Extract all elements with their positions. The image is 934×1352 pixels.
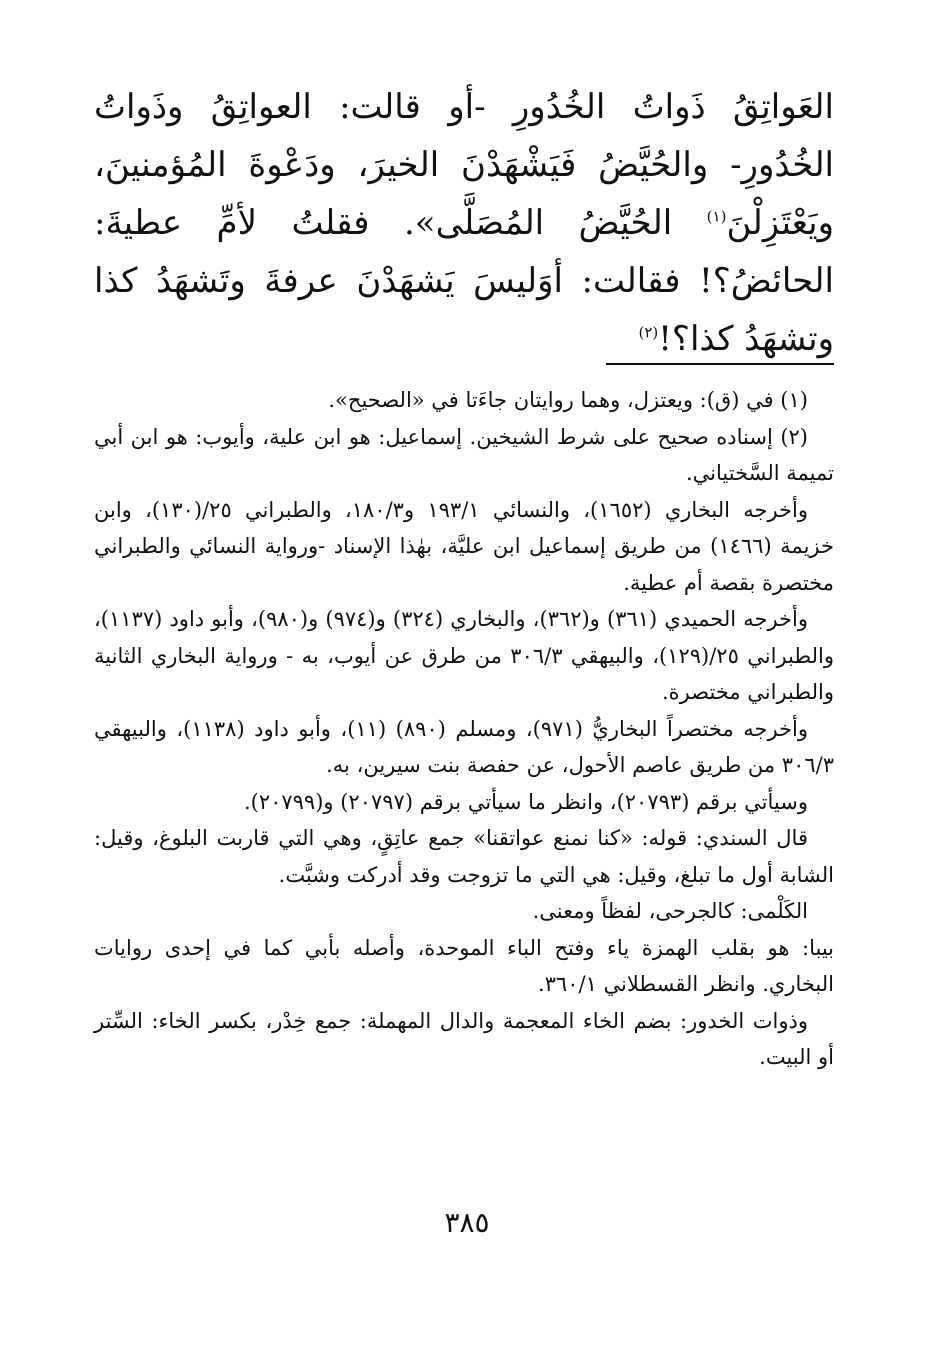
footnote-reference-2[interactable]: (٢)	[638, 323, 659, 342]
footnote-reference-1[interactable]: (١)	[706, 207, 727, 226]
footnote-khudur-gloss: وذوات الخدور: بضم الخاء المعجمة والدال المهملة: جمع خِدْر، بكسر الخاء: السِّتر أو البيت.	[94, 1008, 834, 1069]
page-number: ٣٨٥	[444, 1206, 490, 1239]
footnote-kalma-gloss: الكَلْمى: كالجرحى، لفظاً ومعنى.	[532, 899, 808, 923]
footnote-takhrij-mukhtasar: وأخرجه مختصراً البخاريُّ (٩٧١)، ومسلم (٨٩٠) (١١)، وأبو داود (١١٣٨)، والبيهقي ٣٠٦/٣ من طريق عاصم الأحول، عن حفصة بنت سيرين، به.	[94, 716, 834, 777]
hadith-text-part-1: العَواتِقُ ذَواتُ الخُدُورِ -أو قالت: العواتِقُ وذَواتُ الخُدُورِ- والحُيَّضُ فَيَشْهَدْنَ الخيرَ، ودَعْوةَ المُؤمنينَ، ويَعْتَزِلْنَ	[94, 87, 834, 243]
footnote-cross-reference: وسيأتي برقم (٢٠٧٩٣)، وانظر ما سيأتي برقم (٢٠٧٩٧) و(٢٠٧٩٩).	[243, 789, 808, 814]
footnote-takhrij-bukhari: وأخرجه البخاري (١٦٥٢)، والنسائي ١٩٣/١ و١٨٠/٣، والطبراني ٢٥/(١٣٠)، وابن خزيمة (١٤٦٦) من طريق إسماعيل ابن عليَّة، بهٰذا الإسناد -ورواية النسائي والطبراني مختصرة بقصة أم عطية.	[94, 497, 834, 595]
footnote-separator	[606, 363, 834, 365]
hadith-text	[94, 78, 834, 368]
hadith-paragraph	[94, 78, 834, 368]
footnotes-section	[94, 382, 834, 1076]
hadith-text-part-2: الحُيَّضُ المُصَلَّى». فقلتُ لأمِّ عطيةَ: الحائضُ؟! فقالت: أوَليسَ يَشهَدْنَ عرفةَ وتَشهَدُ كذا وتشهَدُ كذا؟!	[94, 203, 834, 359]
footnote-1: (١) في (ق): ويعتزل، وهما روايتان جاءَتا في «الصحيح».	[328, 388, 808, 412]
footnote-bayba-gloss: بيبا: هو بقلب الهمزة ياء وفتح الباء الموحدة، وأصله بأبي كما في إحدى روايات البخاري. وانظر القسطلاني ٣٦٠/١.	[94, 935, 834, 996]
footnote-takhrij-humaydi: وأخرجه الحميدي (٣٦١) و(٣٦٢)، والبخاري (٣٢٤) و(٩٧٤) و(٩٨٠)، وأبو داود (١١٣٧)، والطبراني ٢٥/(١٢٩)، والبيهقي ٣٠٦/٣ من طرق عن أيوب، به - ورواية البخاري الثانية والطبراني مختصرة.	[94, 607, 834, 704]
footnote-sindi-commentary: قال السندي: قوله: «كنا نمنع عواتقنا» جمع عاتِقٍ، وهي التي قاربت البلوغ، وقيل: الشابة أول ما تبلغ، وقيل: هي التي ما تزوجت وقد أدركت وشبَّت.	[94, 826, 834, 887]
footnote-2: (٢) إسناده صحيح على شرط الشيخين. إسماعيل: هو ابن علية، وأيوب: هو ابن أبي تميمة السَّختياني.	[94, 424, 834, 485]
